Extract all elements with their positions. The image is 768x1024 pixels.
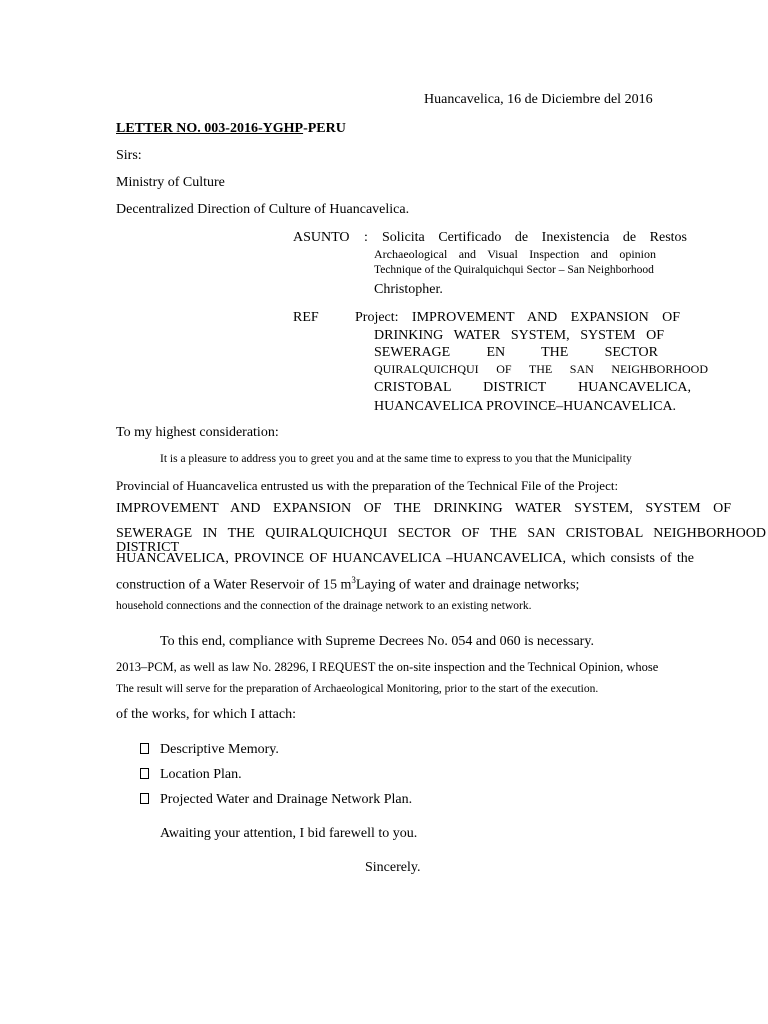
paragraph-1-line-6 bbox=[116, 576, 579, 593]
checkbox-bullet-icon bbox=[140, 743, 149, 754]
attachment-label: Descriptive Memory. bbox=[160, 742, 279, 757]
asunto-colon: : bbox=[364, 230, 368, 245]
place-date: Huancavelica, 16 de Diciembre del 2016 bbox=[424, 92, 653, 107]
ref-line-3: SEWERAGE EN THE SECTOR bbox=[374, 345, 658, 360]
paragraph-2-line-1: To this end, compliance with Supreme Decrees No. 054 and 060 is necessary. bbox=[160, 634, 594, 649]
asunto-label: ASUNTO bbox=[293, 230, 350, 245]
attachment-label: Projected Water and Drainage Network Plan. bbox=[160, 792, 413, 807]
asunto-line-1: Solicita Certificado de Inexistencia de Restos bbox=[382, 230, 687, 245]
paragraph-1-line-5: HUANCAVELICA, PROVINCE OF HUANCAVELICA –HUANCAVELICA, which consists of the bbox=[116, 551, 694, 566]
signoff: Sincerely. bbox=[365, 860, 421, 875]
ref-line-6: HUANCAVELICA PROVINCE–HUANCAVELICA. bbox=[374, 399, 677, 414]
ref-line-4: QUIRALQUICHQUI OF THE SAN NEIGHBORHOOD bbox=[374, 362, 708, 376]
attachment-item bbox=[140, 743, 149, 757]
reservoir-text: construction of a Water Reservoir of 15 m bbox=[116, 577, 352, 593]
paragraph-1-line-2: Provincial of Huancavelica entrusted us with the preparation of the Technical File of the Project: bbox=[116, 478, 619, 493]
salutation: Sirs: bbox=[116, 148, 142, 163]
ref-line-1: Project: IMPROVEMENT AND EXPANSION OF bbox=[355, 310, 680, 325]
checkbox-bullet-icon bbox=[140, 768, 149, 779]
letter-number bbox=[116, 122, 346, 136]
ref-label: REF bbox=[293, 310, 319, 325]
recipient-direction: Decentralized Direction of Culture of Huancavelica. bbox=[116, 202, 410, 217]
ref-line-5: CRISTOBAL DISTRICT HUANCAVELICA, bbox=[374, 380, 691, 395]
ref-line-2: DRINKING WATER SYSTEM, SYSTEM OF bbox=[374, 328, 664, 343]
checkbox-bullet-icon bbox=[140, 793, 149, 804]
paragraph-2-line-2: 2013–PCM, as well as law No. 28296, I REQUEST the on-site inspection and the Technical Opinion, whose bbox=[116, 660, 659, 674]
paragraph-2-line-3: The result will serve for the preparation of Archaeological Monitoring, prior to the start of the execution. bbox=[116, 683, 599, 695]
attachment-item bbox=[140, 793, 149, 807]
letter-number-suffix: -PERU bbox=[303, 121, 346, 136]
asunto-line-4: Christopher. bbox=[374, 282, 443, 297]
paragraph-1-line-4: SEWERAGE IN THE QUIRALQUICHQUI SECTOR OF THE SAN CRISTOBAL NEIGHBORHOOD DISTRICT bbox=[116, 526, 766, 555]
networks-text: Laying of water and drainage networks; bbox=[355, 577, 580, 593]
paragraph-1-line-7: household connections and the connection of the drainage network to an existing network. bbox=[116, 600, 532, 612]
attachment-label: Location Plan. bbox=[160, 767, 242, 782]
letter-number-code: LETTER NO. 003-2016-YGHP bbox=[116, 121, 304, 136]
greeting: To my highest consideration: bbox=[116, 425, 279, 440]
farewell: Awaiting your attention, I bid farewell to you. bbox=[160, 826, 418, 841]
paragraph-1-line-3: IMPROVEMENT AND EXPANSION OF THE DRINKING WATER SYSTEM, SYSTEM OF bbox=[116, 501, 731, 516]
recipient-ministry: Ministry of Culture bbox=[116, 175, 225, 190]
asunto-line-3: Technique of the Quiralquichqui Sector – San Neighborhood bbox=[374, 264, 654, 276]
attachment-item bbox=[140, 768, 149, 782]
cubic-superscript: 3 bbox=[351, 575, 356, 585]
paragraph-1-line-1: It is a pleasure to address you to greet you and at the same time to express to you that the Municipality bbox=[160, 453, 632, 465]
asunto-line-2: Archaeological and Visual Inspection and opinion bbox=[374, 247, 656, 261]
paragraph-2-line-4: of the works, for which I attach: bbox=[116, 707, 296, 722]
